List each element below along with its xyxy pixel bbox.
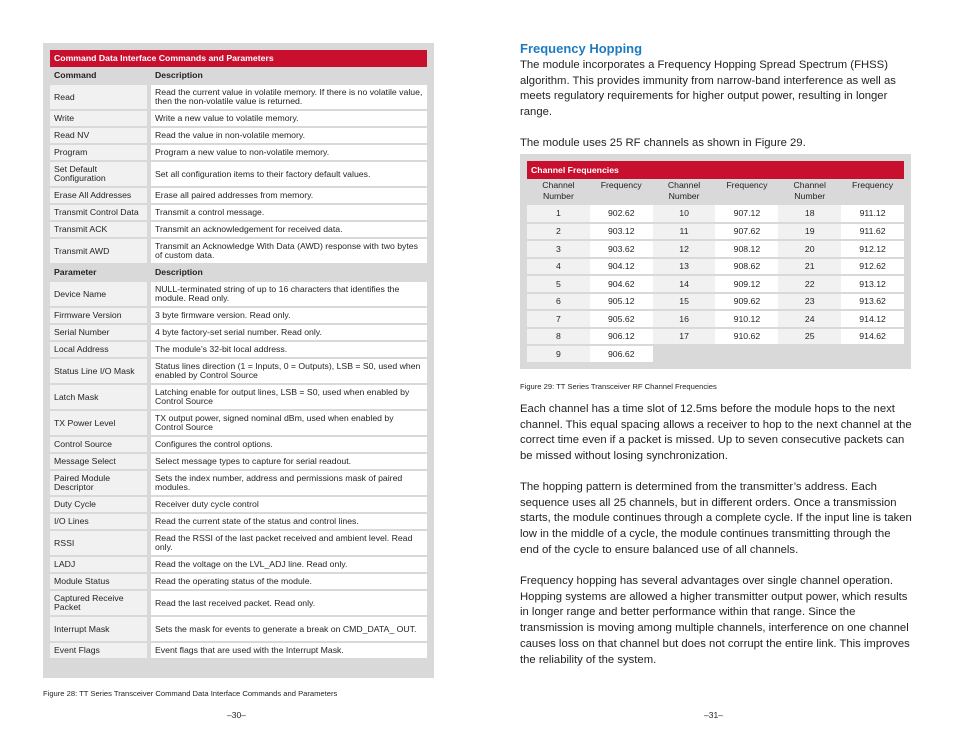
item-description-cell: Sets the mask for events to generate a break on CMD_DATA_ OUT. [149, 616, 427, 642]
table-header-row [50, 264, 427, 281]
table-row [50, 470, 427, 496]
channel-number-cell: 24 [778, 310, 841, 328]
channel-number-cell: 9 [527, 345, 590, 363]
table-row [50, 530, 427, 556]
table-row [50, 324, 427, 341]
frequency-cell: 904.12 [590, 258, 653, 276]
frequency-cell: 907.12 [715, 205, 778, 223]
table-header-row [50, 67, 427, 84]
table-row [50, 616, 427, 642]
frequency-cell: 908.12 [715, 240, 778, 258]
item-description-cell: Select message types to capture for serial readout. [149, 453, 427, 470]
item-name-cell: Transmit Control Data [50, 204, 149, 221]
channel-number-cell: 5 [527, 275, 590, 293]
channel-table-panel [520, 154, 911, 369]
frequency-cell: 914.12 [841, 310, 904, 328]
table-row [50, 307, 427, 324]
frequency-cell: 910.12 [715, 310, 778, 328]
item-name-cell: Write [50, 110, 149, 127]
channel-number-cell: 14 [653, 275, 716, 293]
item-description-cell: Read the last received packet. Read only. [149, 590, 427, 616]
channel-number-cell: 23 [778, 293, 841, 311]
item-name-cell: Paired Module Descriptor [50, 470, 149, 496]
table-row [50, 642, 427, 659]
table-row [50, 144, 427, 161]
item-description-cell: The module’s 32-bit local address. [149, 341, 427, 358]
frequency-cell: 902.62 [590, 205, 653, 223]
channel-number-cell: 19 [778, 223, 841, 241]
table-row [50, 110, 427, 127]
item-description-cell: Read the voltage on the LVL_ADJ line. Read only. [149, 556, 427, 573]
frequency-cell: 909.12 [715, 275, 778, 293]
item-description-cell: Event flags that are used with the Interrupt Mask. [149, 642, 427, 659]
channel-number-cell: 10 [653, 205, 716, 223]
channel-number-cell: 20 [778, 240, 841, 258]
frequency-cell: 908.62 [715, 258, 778, 276]
item-description-cell: Receiver duty cycle control [149, 496, 427, 513]
table-row [50, 161, 427, 187]
table-row [527, 345, 904, 363]
item-name-cell: Module Status [50, 573, 149, 590]
channel-number-cell: 16 [653, 310, 716, 328]
channel-number-cell: 11 [653, 223, 716, 241]
channel-number-cell: 2 [527, 223, 590, 241]
frequency-cell: 903.12 [590, 223, 653, 241]
frequency-cell: 903.62 [590, 240, 653, 258]
channel-number-cell: 22 [778, 275, 841, 293]
item-description-cell: Read the value in non-volatile memory. [149, 127, 427, 144]
channel-number-cell: 21 [778, 258, 841, 276]
item-description-cell: Sets the index number, address and permissions mask of paired modules. [149, 470, 427, 496]
channel-table [527, 179, 904, 364]
page-number-right: –31– [704, 710, 723, 720]
paragraph-advantages: Frequency hopping has several advantages over single channel operation. Hopping systems are allowed a higher transmitter output power, which results in longer range and better performance within that range. Since the transmission is moving among multiple channels, interference on one channel causes loss on that channel but does not corrupt the entire link. This improves the reliability of the system. [520, 575, 910, 666]
item-name-cell: Erase All Addresses [50, 187, 149, 204]
table-row [50, 453, 427, 470]
item-description-cell: Transmit an acknowledgement for received data. [149, 221, 427, 238]
channel-table-header-cell: Frequency [590, 179, 653, 205]
table-row [50, 573, 427, 590]
table-row [527, 258, 904, 276]
channel-number-cell: 8 [527, 328, 590, 346]
channel-number-cell: 6 [527, 293, 590, 311]
paragraph-hopping-pattern: The hopping pattern is determined from the transmitter’s address. Each sequence uses all 25 channels, but in different orders. Once a transmission starts, the module continues through a complete cycle. If the input line is taken low in the middle of a cycle, the module continues transmitting through the end of the cycle to ensure balanced use of all channels. [520, 481, 912, 556]
item-name-cell: Device Name [50, 281, 149, 307]
channel-number-cell: 7 [527, 310, 590, 328]
frequency-cell: 906.12 [590, 328, 653, 346]
item-description-cell: Read the current state of the status and control lines. [149, 513, 427, 530]
table-row [50, 281, 427, 307]
channel-number-cell: 15 [653, 293, 716, 311]
channel-number-cell: 12 [653, 240, 716, 258]
table-row [527, 293, 904, 311]
frequency-cell: 912.62 [841, 258, 904, 276]
table-row [50, 238, 427, 264]
item-description-cell: NULL-terminated string of up to 16 characters that identifies the module. Read only. [149, 281, 427, 307]
table-row [50, 556, 427, 573]
table-row [50, 496, 427, 513]
item-name-cell: Local Address [50, 341, 149, 358]
frequency-cell: 911.62 [841, 223, 904, 241]
table-row [527, 223, 904, 241]
table-header-cell: Command [50, 67, 149, 84]
table-row [50, 204, 427, 221]
frequency-cell: 905.12 [590, 293, 653, 311]
table-row [527, 328, 904, 346]
item-description-cell: Write a new value to volatile memory. [149, 110, 427, 127]
table-row [50, 127, 427, 144]
page-number-left: –30– [227, 710, 246, 720]
table-row [527, 205, 904, 223]
item-description-cell: Status lines direction (1 = Inputs, 0 = Outputs), LSB = S0, used when enabled by Control Source [149, 358, 427, 384]
channel-table-header-cell: Frequency [715, 179, 778, 205]
section-heading: Frequency Hopping [520, 41, 643, 56]
table-row [50, 384, 427, 410]
table-row [50, 410, 427, 436]
item-description-cell: Transmit a control message. [149, 204, 427, 221]
table-header-cell: Description [149, 67, 427, 84]
table-header-cell: Description [149, 264, 427, 281]
figure-28-caption: Figure 28: TT Series Transceiver Command Data Interface Commands and Parameters [43, 689, 338, 698]
item-description-cell: Program a new value to non-volatile memory. [149, 144, 427, 161]
frequency-cell: 906.62 [590, 345, 653, 363]
frequency-cell: 907.62 [715, 223, 778, 241]
paragraph-time-slot: Each channel has a time slot of 12.5ms before the module hops to the next channel. This equal spacing allows a receiver to hop to the next channel at the correct time even if a packet is missed. Up to seven consecutive packets can be missed without losing synchronization. [520, 403, 912, 463]
frequency-cell: 909.62 [715, 293, 778, 311]
item-description-cell: Transmit an Acknowledge With Data (AWD) response with two bytes of custom data. [149, 238, 427, 264]
channel-number-cell: 13 [653, 258, 716, 276]
frequency-cell: 913.12 [841, 275, 904, 293]
frequency-cell: 904.62 [590, 275, 653, 293]
item-description-cell: Read the RSSI of the last packet received and ambient level. Read only. [149, 530, 427, 556]
table-header-cell: Parameter [50, 264, 149, 281]
item-description-cell: Read the operating status of the module. [149, 573, 427, 590]
table-row [50, 341, 427, 358]
frequency-cell [841, 345, 904, 363]
channel-number-cell: 4 [527, 258, 590, 276]
frequency-cell: 905.62 [590, 310, 653, 328]
frequency-cell: 912.12 [841, 240, 904, 258]
item-name-cell: Transmit AWD [50, 238, 149, 264]
table-row [50, 84, 427, 110]
item-description-cell: Configures the control options. [149, 436, 427, 453]
frequency-cell [715, 345, 778, 363]
channel-table-header-cell: Channel Number [778, 179, 841, 205]
item-name-cell: Latch Mask [50, 384, 149, 410]
item-description-cell: Erase all paired addresses from memory. [149, 187, 427, 204]
channel-table-header-cell: Frequency [841, 179, 904, 205]
item-name-cell: RSSI [50, 530, 149, 556]
item-name-cell: Status Line I/O Mask [50, 358, 149, 384]
paragraph-intro: The module incorporates a Frequency Hopping Spread Spectrum (FHSS) algorithm. This provides immunity from narrow-band interference as well as meets regulatory requirements for higher output power, resulting in longer range. [520, 59, 896, 119]
channel-number-cell: 25 [778, 328, 841, 346]
channel-table-header-cell: Channel Number [653, 179, 716, 205]
channel-number-cell: 1 [527, 205, 590, 223]
channel-number-cell: 18 [778, 205, 841, 223]
item-description-cell: Read the current value in volatile memory. If there is no volatile value, then the non-volatile value is returned. [149, 84, 427, 110]
table-row [50, 221, 427, 238]
table-row [50, 358, 427, 384]
channel-number-cell [778, 345, 841, 363]
item-name-cell: Control Source [50, 436, 149, 453]
item-name-cell: Transmit ACK [50, 221, 149, 238]
item-name-cell: Program [50, 144, 149, 161]
item-name-cell: Captured Receive Packet [50, 590, 149, 616]
frequency-cell: 910.62 [715, 328, 778, 346]
item-name-cell: Interrupt Mask [50, 616, 149, 642]
table-row [527, 240, 904, 258]
item-name-cell: Read [50, 84, 149, 110]
table-row [50, 436, 427, 453]
table-row [50, 187, 427, 204]
item-description-cell: TX output power, signed nominal dBm, used when enabled by Control Source [149, 410, 427, 436]
channel-table-header-cell: Channel Number [527, 179, 590, 205]
channel-number-cell: 3 [527, 240, 590, 258]
command-table [50, 67, 427, 660]
item-name-cell: Firmware Version [50, 307, 149, 324]
item-description-cell: 3 byte firmware version. Read only. [149, 307, 427, 324]
frequency-cell: 914.62 [841, 328, 904, 346]
item-name-cell: Read NV [50, 127, 149, 144]
table-row [527, 275, 904, 293]
item-name-cell: Serial Number [50, 324, 149, 341]
table-row [50, 513, 427, 530]
item-name-cell: TX Power Level [50, 410, 149, 436]
command-table-title: Command Data Interface Commands and Parameters [50, 50, 427, 67]
table-row [527, 310, 904, 328]
item-name-cell: Set Default Configuration [50, 161, 149, 187]
item-name-cell: Duty Cycle [50, 496, 149, 513]
command-table-panel [43, 43, 434, 678]
item-description-cell: 4 byte factory-set serial number. Read only. [149, 324, 427, 341]
frequency-cell: 911.12 [841, 205, 904, 223]
frequency-cell: 913.62 [841, 293, 904, 311]
item-name-cell: Event Flags [50, 642, 149, 659]
figure-29-caption: Figure 29: TT Series Transceiver RF Channel Frequencies [520, 382, 717, 391]
table-row [50, 590, 427, 616]
channel-number-cell: 17 [653, 328, 716, 346]
item-name-cell: Message Select [50, 453, 149, 470]
paragraph-channels: The module uses 25 RF channels as shown in Figure 29. [520, 137, 806, 149]
item-description-cell: Set all configuration items to their factory default values. [149, 161, 427, 187]
channel-number-cell [653, 345, 716, 363]
item-description-cell: Latching enable for output lines, LSB = S0, used when enabled by Control Source [149, 384, 427, 410]
item-name-cell: LADJ [50, 556, 149, 573]
item-name-cell: I/O Lines [50, 513, 149, 530]
channel-table-title: Channel Frequencies [527, 161, 904, 179]
